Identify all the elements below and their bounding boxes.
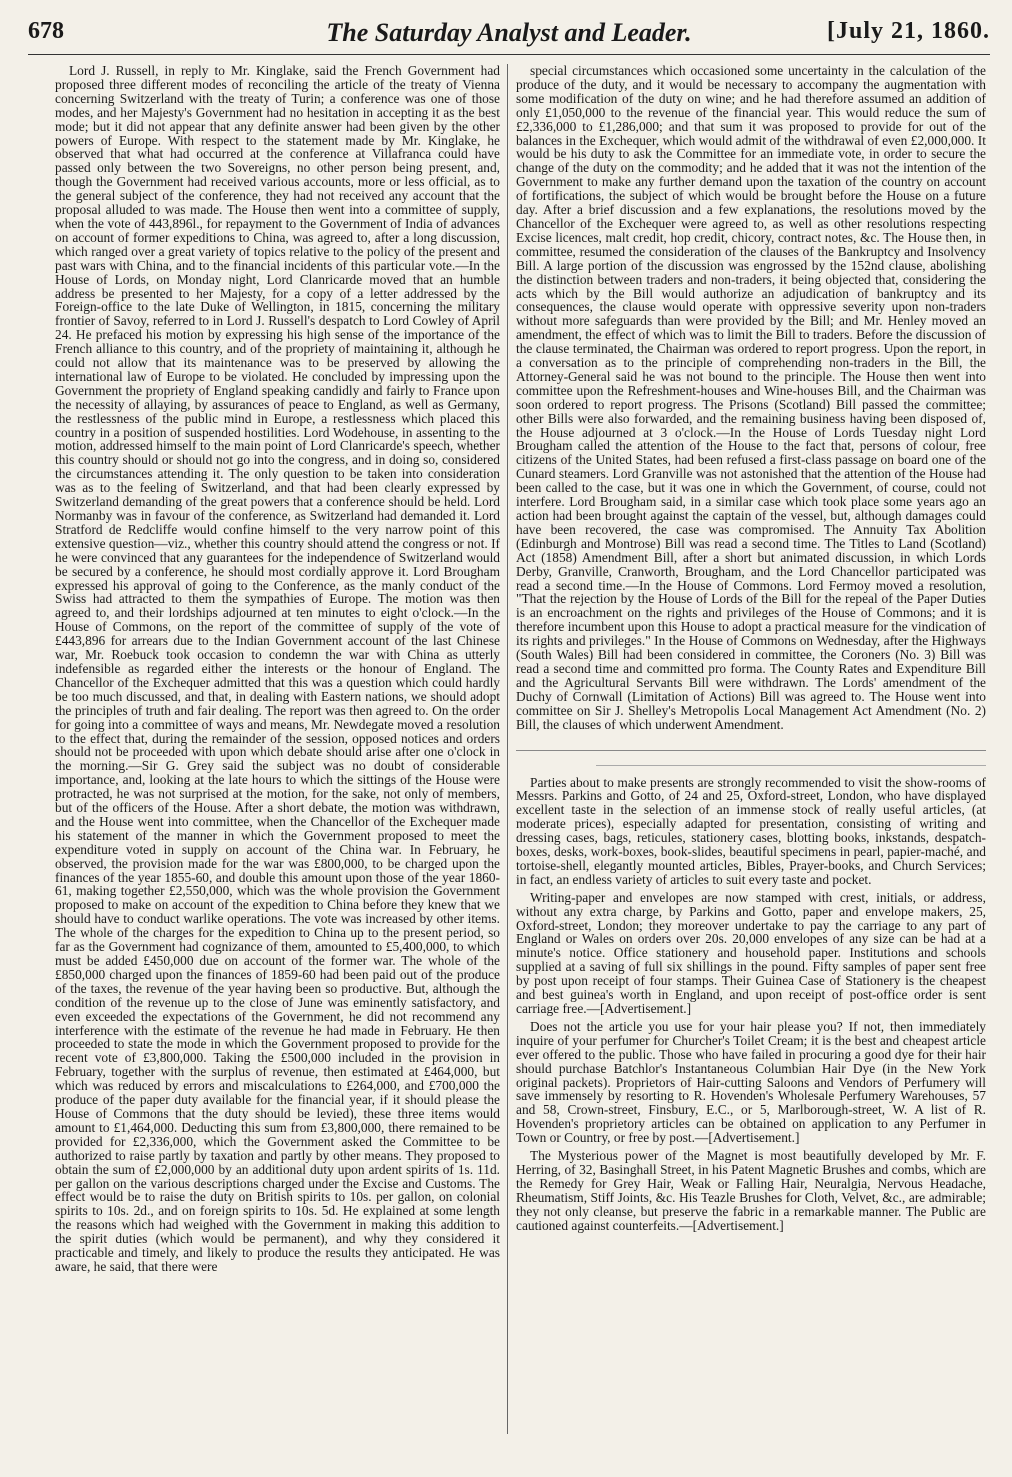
issue-date: [July 21, 1860. bbox=[826, 18, 990, 44]
parliamentary-report-paragraph: Lord J. Russell, in reply to Mr. Kinglake, said the French Government had proposed three different modes of reconciling the article of the treaty of Vienna concerning Switzerland with the treaty of Turin; a conference was one of those modes, and her Majesty's Government had no hesitation in accepting it as the best mode; but it did not appear that any definite answer had been given by the other powers of Europe. With respect to the statement made by Mr. Kinglake, he observed that what had occurred at the conference at Villafranca could have passed only between the two Sovereigns, no other person being present, and, though the Government had received various accounts, more or less official, as to the general subject of the conference, they had not received any account that the proposal alluded to was made. The House then went into a committee of supply, when the vote of 443,896l., for repayment to the Government of India of advances on account of former expeditions to China, was agreed to, after a long discussion, which ranged over a great variety of topics relative to the policy of the present and past wars with China, and to the financial incidents of this particular vote.—In the House of Lords, on Monday night, Lord Clanricarde moved that an humble address be presented to her Majesty, for a copy of a letter addressed by the Foreign-office to the late Duke of Wellington, in 1815, concerning the military frontier of Savoy, referred to in Lord J. Russell's despatch to Lord Cowley of April 24. He prefaced his motion by expressing his high sense of the importance of the French alliance to this country, and of the propriety of maintaining it, although he could not allow that its maintenance was to be preserved by allowing the international law of Europe to be violated. He concluded by impressing upon the Government the propriety of England speaking candidly and fairly to France upon the necessity of allaying, by assurances of peace to England, as well as Germany, the restlessness of the public mind in Europe, a restlessness which placed this country in a position of suspended hostilities. Lord Wodehouse, in assenting to the motion, addressed himself to the main point of Lord Clanricarde's speech, whether this country should or should not go into the congress, and in doing so, considered the circumstances attending it. The only question to be taken into consideration was as to the feeling of Switzerland, and that had been clearly expressed by Switzerland demanding of the great powers that a conference should be held. Lord Normanby was in favour of the conference, as Switzerland had demanded it. Lord Stratford de Redcliffe would confine himself to the very narrow point of this extensive question—viz., whether this country should attend the congress or not. If he were convinced that any guarantees for the independence of Switzerland would be secured by a conference, he should most cordially approve it. Lord Brougham expressed his approval of going to the Conference, as the manly conduct of the Swiss had attracted to them the sympathies of Europe. The motion was then agreed to, and their lordships adjourned at ten minutes to eight o'clock.—In the House of Commons, on the report of the committee of supply of the vote of £443,896 for arrears due to the Indian Government account of the last Chinese war, Mr. Roebuck took occasion to condemn the war with China as utterly indefensible as regarded either the interests or the honour of England. The Chancellor of the Exchequer admitted that this was a question which could hardly be too much discussed, and that, in dealing with Eastern nations, we should adopt the principles of truth and fair dealing. The report was then agreed to. On the order for going into a committee of ways and means, Mr. Newdegate moved a resolution to the effect that, during the remainder of the session, opposed notices and orders should not be proceeded with upon which debate should arise after one o'clock in the morning.—Sir G. Grey said the subject was no doubt of considerable importance, and, looking at the late hours to which the sittings of the House were protracted, he was not surprised at the motion, for the sake, not only of members, but of the officers of the House. After a short debate, the motion was withdrawn, and the House went into committee, when the Chancellor of the Exchequer made his statement of the manner in which the Government proposed to meet the expenditure voted in supply on account of the China war. In February, he observed, the provision made for the war was £800,000, to be charged upon the finances of the year 1855-60, and double this amount upon those of the year 1860-61, making together £2,550,000, which was the whole provision the Government proposed to make on account of the expedition to China before they knew that we should have to conduct warlike operations. The vote was increased by other items. The whole of the charges for the expedition to China up to the present period, so far as the Government had cognizance of them, amounted to £5,400,000, to which must be added £450,000 due on account of the former war. The whole of the £850,000 charged upon the finances of 1859-60 had been paid out of the produce of the taxes, the revenue of the year having been so productive. But, although the condition of the revenue up to the close of June was eminently satisfactory, and even exceeded the expectations of the Government, he did not recommend any interference with the estimate of the revenue he had made in February. He then proceeded to state the mode in which the Government proposed to provide for the recent vote of £3,800,000. Taking the £500,000 included in the provision in February, together with the surplus of revenue, then estimated at £464,000, but which was reduced by errors and miscalculations to £264,000, and £700,000 the produce of the paper duty available for the financial year, if it should please the House of Commons that the duty should be levied), these three items would amount to £1,464,000. Deducting this sum from £3,800,000, there remained to be provided for £2,336,000, which the Government asked the Committee to be authorized to raise partly by taxation and partly by other means. They proposed to obtain the sum of £2,000,000 by an additional duty upon ardent spirits of 1s. 11d. per gallon on the various descriptions charged under the Excise and Customs. The effect would be to raise the duty on British spirits to 10s. per gallon, on colonial spirits to 10s. 2d., and on foreign spirits to 10s. 5d. He explained at some length the reasons which had weighed with the Government in making this addition to the spirit duties (which would be permanent), and why they considered it practicable and timely, and likely to produce the results they anticipated. He was aware, he said, that there were bbox=[55, 64, 500, 1274]
column-divider bbox=[507, 64, 508, 1434]
advertisement-magnetic-brushes: The Mysterious power of the Magnet is most beautifully developed by Mr. F. Herring, of 32, Basinghall Street, in his Patent Magnetic Brushes and combs, which are the Remedy for Grey Hair, Weak or Falling Hair, Neuralgia, Nervous Headache, Rheumatism, Stiff Joints, &c. His Teazle Brushes for Cloth, Velvet, &c., are admirable; they not only cleanse, but preserve the fabric in a remarkable manner. The Public are cautioned against counterfeits.—[Advertisement.] bbox=[516, 1148, 986, 1233]
right-column bbox=[516, 64, 986, 1444]
left-column bbox=[55, 64, 500, 1444]
publication-title: The Saturday Analyst and Leader. bbox=[326, 18, 692, 47]
section-divider bbox=[516, 750, 986, 751]
page-number: 678 bbox=[28, 18, 64, 44]
page-header bbox=[28, 6, 990, 55]
section-divider-short bbox=[596, 765, 986, 766]
advertisement-hair-products: Does not the article you use for your hair please you? If not, then immediately inquire of your perfumer for Churcher's Toilet Cream; it is the best and cheapest article ever offered to the public. Those who have failed in procuring a good dye for their hair should purchase Batchlor's Instantaneous Columbian Hair Dye (in the New York original packets). Proprietors of Hair-cutting Saloons and Vendors of Perfumery will save immensely by resorting to R. Hovenden's Wholesale Perfumery Warehouses, 57 and 58, Crown-street, Finsbury, E.C., or 5, Marlborough-street, W. A list of R. Hovenden's proprietory articles can be obtained on application to any Perfumer in Town or Country, or free by post.—[Advertisement.] bbox=[516, 1018, 986, 1146]
parliamentary-report-continued: special circumstances which occasioned some uncertainty in the calculation of the produce of the duty, and it would be necessary to accompany the augmentation with some modification of the duty on wine; and he had therefore assumed an addition of only £1,050,000 to the revenue of the financial year. This would reduce the sum of £2,336,000 to £1,286,000; and that sum it was proposed to provide for out of the balances in the Exchequer, which would admit of the withdrawal of even £2,000,000. It would be his duty to ask the Committee for an immediate vote, in order to secure the change of the duty on the commodity; and he added that it was not the intention of the Government to make any further demand upon the taxation of the country on account of fortifications, the subject of which would be brought before the House on a future day. After a brief discussion and a few explanations, the resolutions moved by the Chancellor of the Exchequer were agreed to, as well as other resolutions respecting Excise licences, malt credit, hop credit, chicory, contract notes, &c. The House then, in committee, resumed the consideration of the clauses of the Bankruptcy and Insolvency Bill. A large portion of the discussion was engrossed by the 152nd clause, abolishing the distinction between traders and non-traders, it being objected that, considering the acts which by the Bill would authorize an adjudication of bankruptcy and its consequences, the clause would operate with oppressive severity upon non-traders without more safeguards than were provided by the Bill; and Mr. Henley moved an amendment, the effect of which was to limit the Bill to traders. Before the discussion of the clause terminated, the Chairman was ordered to report progress. Upon the report, in a conversation as to the principle of comprehending non-traders in the Bill, the Attorney-General said he was not bound to the principle. The House then went into committee upon the Refreshment-houses and Wine-houses Bill, and the Chairman was soon ordered to report progress. The Prisons (Scotland) Bill passed the committee; other Bills were also forwarded, and the remaining business having been disposed of, the House adjourned at 3 o'clock.—In the House of Lords Tuesday night Lord Brougham called the attention of the House to the fact that, persons of colour, free citizens of the United States, had been refused a first-class passage on board one of the Cunard steamers. Lord Granville was not astonished that the attention of the House had been called to the case, but it was one in which the Government, of course, could not interfere. Lord Brougham said, in a similar case which took place some years ago an action had been brought against the captain of the vessel, but, although damages could have been recovered, the case was compromised. The Annuity Tax Abolition (Edinburgh and Montrose) Bill was read a second time. The Titles to Land (Scotland) Act (1858) Amendment Bill, after a short but animated discussion, in which Lords Derby, Granville, Cranworth, Brougham, and the Lord Chancellor participated was read a second time.—In the House of Commons. Lord Fermoy moved a resolution, "That the rejection by the House of Lords of the Bill for the repeal of the Paper Duties is an encroachment on the rights and privileges of the House of Commons; and it is therefore incumbent upon this House to adopt a practical measure for the vindication of its rights and privileges." In the House of Commons on Wednesday, after the Highways (South Wales) Bill had been considered in committee, the Coroners (No. 3) Bill was read a second time and committed pro forma. The County Rates and Expenditure Bill and the Agricultural Servants Bill were withdrawn. The Lords' amendment of the Duchy of Cornwall (Limitation of Actions) Bill was agreed to. The House went into committee on Sir J. Shelley's Metropolis Local Management Act Amendment (No. 2) Bill, the clauses of which underwent Amendment. bbox=[516, 64, 986, 732]
advertisement-parkins-gotto-presents: Parties about to make presents are strongly recommended to visit the show-rooms of Messrs. Parkins and Gotto, of 24 and 25, Oxford-street, London, who have displayed excellent taste in the selection of an immense stock of really useful articles, (at moderate prices), especially adapted for presentation, consisting of writing and dressing cases, bags, reticules, stationery cases, blotting books, inkstands, despatch-boxes, desks, work-boxes, book-slides, beautiful specimens in pearl, papier-maché, and tortoise-shell, elegantly mounted articles, Bibles, Prayer-books, and Church Services; in fact, an endless variety of articles to suit every taste and pocket. bbox=[516, 774, 986, 887]
advertisements bbox=[516, 776, 986, 1233]
advertisement-writing-paper: Writing-paper and envelopes are now stamped with crest, initials, or address, without any extra charge, by Parkins and Gotto, paper and envelope makers, 25, Oxford-street, London; they moreover undertake to pay the carriage to any part of England or Wales on orders over 20s. 20,000 envelopes of any size can be had at a minute's notice. Office stationery and household paper. Institutions and schools supplied at a saving of full six shillings in the pound. Fifty samples of paper sent free by post upon receipt of four stamps. Their Guinea Case of Stationery is the cheapest and best guinea's worth in England, and upon receipt of post-office order is sent carriage free.—[Advertisement.] bbox=[516, 889, 986, 1016]
